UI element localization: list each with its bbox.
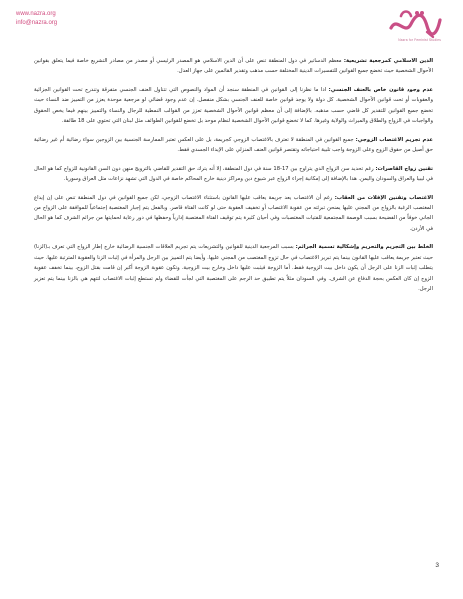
document-body [34, 56, 433, 303]
paragraph-impunity [34, 193, 433, 235]
paragraph-religion [34, 56, 433, 77]
paragraph-text: معظم الدساتير في دول المنطقة تنص على أن الدين الاسلامي هو المصدر الرئيسي أو مصدر من مصادر التشريع خاصة فيما يتعلق بقوانين الأحوال الشخصية حيث تخضع جميع القوانين للتفسيرات الدينية المختلفة حسب مذهب وتقدير القائمين على جهاز العدل. [34, 58, 433, 75]
paragraph-heading: عدم وجود قانون خاص بالعنف الجنسي: [328, 86, 433, 93]
website-link[interactable]: www.nazra.org [16, 11, 56, 17]
logo-caption: Nazra for Feminist Studies [398, 38, 441, 42]
paragraph-text: جميع القوانين في المنطقة لا تعترف بالاغتصاب الزوجي كجريمة، بل على العكس تعتبر الممارسة الجنسية بين الزوجين سواء رضائية أم غير رضائية حق أصيل من حقوق الزوج وعلى الزوجة واجب تلبية احتياجاته وتقتصر قوانين العنف المنزلي على الإيذاء الجسدي فقط. [34, 136, 433, 154]
paragraph-heading: الدين الاسلامي كمرجعية تشريعية: [343, 58, 433, 64]
nazra-logo-mark [387, 6, 443, 40]
paragraph-text: رغم تحديد سن الزواج الذي يتراوح بين 17-18 سنة في دول المنطقة، إلا أنه يترك حق التقدير للقاضي بالترويج منهن دون السن القانونية للزواج كما هو الحال في ليبيا والعراق والسودان واليمن. هذا بالإضافة إلى إمكانية إجراء الزواج عبر شيوخ دين ومراكز دينية خارج المحاكم خاصة في الدول التي تشهد نزاعات مثل العراق وسوريا. [34, 165, 433, 183]
contact-links [16, 10, 57, 28]
paragraph-heading: الاغتصاب وتقنين الإفلات من العقاب: [334, 194, 434, 201]
paragraph-heading: عدم تجريم الاغتصاب الزوجي: [355, 136, 433, 143]
paragraph-no-law [34, 85, 433, 127]
paragraph-criminalization [34, 242, 433, 294]
paragraph-text: بسبب المرجعية الدينية للقوانين والتشريعات يتم تجريم العلاقات الجنسية الرضائية خارج إطار الزواج التي تعرف بـ(الزنا) حيث تعتبر جريمة يعاقب عليها القانون بينما يتم تبرير الاغتصاب في حال تزوج المغتصب من المجني عليها. وأيضا يتم التمييز بين الرجل والمرأة في إثبات الزنا والعقوبة المترتبة عليها. حيث يتطلب إثبات الزنا على الرجل أن يكون داخل بيت الزوجية فقط. أما الزوجة فيثبت عليها داخل وخارج بيت الزوجية. وتكون عقوبة الزوجة أكبر إن قامت بقتل الزوج، بينما تخفف عقوبة الزوج إن كان العكس بحجة الدفاع عن الشرف. وفي السودان مثلاً يتم تطبيق حد الرجم على المغتصبة التي لجأت للقضاء ولم تستطع إثبات الاغتصاب لتتهم هي بالزنا بينما يتم تعزير الرجل. [34, 244, 433, 293]
paragraph-child-marriage [34, 164, 433, 185]
page-number: 3 [435, 562, 439, 569]
paragraph-marital-rape [34, 135, 433, 156]
email-link[interactable]: info@nazra.org [16, 20, 58, 26]
paragraph-text: رغم أن الاغتصاب يعد جريمة يعاقب عليها القانون باستثناء الاغتصاب الزوجي، لكن جميع القوانين في دول المنطقة تنص على إن إيداع المغتصب الرغبة بالزواج من المجني عليها يمنحن تبرئته من عقوبة الاغتصاب أو تخفيف العقوبة حتى لو كانت الفتاة قاصر. وبالفعل يتم إجبار المغتصبة إجتماعياً للموافقة على الزواج من الجاني خوفاً من الفضيحة بسبب الوصمة المجتمعية للفتيات المغتصبات وفي أحيان كثيرة يتم توقيف الفتاة المغتصبة إدارياً وحفظها في دور رعاية لحمايتها من جرائم الشرف كما هو الحال في الأردن. [34, 194, 433, 232]
paragraph-heading: تقنين زواج القاصرات: [375, 165, 433, 172]
paragraph-text: اذا ما نظرنا إلى القوانين في المنطقة سنجد أن المواد والنصوص التي تتناول العنف الجنسي متفرقة وتندرج تحت القوانين الجزائية والعقوبات أو تحت قوانين الأحوال الشخصية. كل دولة ولا يوجد قوانين خاصة للعنف الجنسي بشكل منفصل. إن عدم وجود قضائي لو مرجعية موحدة يعزز من التمييز ضد النساء حيث تخضع جميع القوانين للتقدير كل قاضي حسب مذهبه. بالإضافة إلى أن معظم قوانين الأحوال الشخصية تعزز من القوالب النمطية للرجال والنساء والتمييز بينهم فيما يخص الحقوق والواجبات في الزواج والطلاق والميراث والولاية وغيرها. كما لا تخضع قوانين الأحوال الشخصية لنظام موحد بل تخضع للقوانين الطوائف مثل لبنان التي تحتوي على 18 طائفة. [34, 86, 433, 125]
paragraph-heading: الخلط بين التجريم والتحريم وإشكالية تسمية الجرائم: [295, 244, 433, 251]
